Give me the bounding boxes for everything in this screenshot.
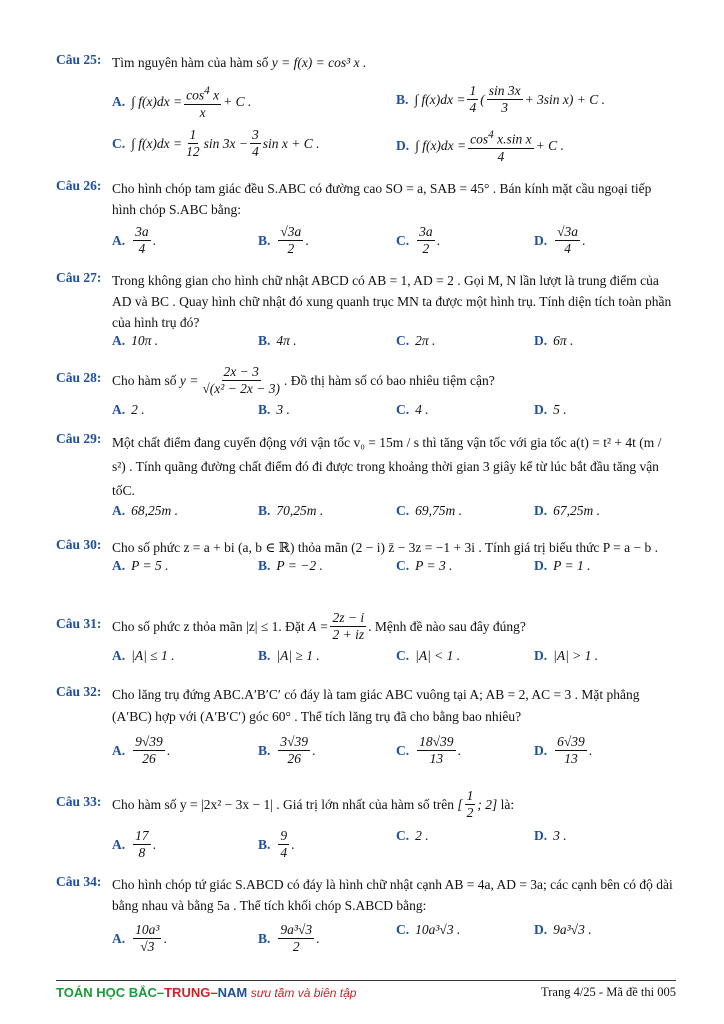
question-text: Tìm nguyên hàm của hàm số y = f(x) = cos³ x . [112, 55, 367, 70]
question-text: Cho hàm số y = |2x² − 3x − 1| . Giá trị lớn nhất của hàm số trên [ $\frac{1}{2}$ ; 2] là: [112, 787, 515, 820]
option-d[interactable]: D. |A| > 1 . [534, 648, 599, 663]
option-d[interactable]: D. 9a³√3 . [534, 922, 592, 937]
option-b[interactable]: B. |A| ≥ 1 . [258, 648, 320, 663]
question-text: Trong không gian cho hình chữ nhật ABCD có AB = 1, AD = 2 . Gọi M, N lần lượt là trung điểm của AD và BC . Quay hình chữ nhật đó xung quanh trục MN ta được một hình trụ. Tính diện tích toàn phần của hình trụ đó? [112, 273, 672, 330]
option-d[interactable]: D. P = 1 . [534, 558, 591, 573]
question-text: Một chất điểm đang cuyển động với vận tốc v₀ = 15m / s thì tăng vận tốc với gia tốc a(t) = t² + 4t (m / s²) . Tính quãng đường chất điểm đó đi được trong khoảng thời gian 3 giây kể từ lúc bắt đầu tăng vận tốC. [112, 435, 662, 498]
question-number: Câu 29: [56, 431, 102, 446]
question-32 [56, 684, 676, 772]
question-number: Câu 28: [56, 370, 102, 385]
option-c[interactable]: C. |A| < 1 . [396, 648, 461, 663]
question-30 [56, 537, 676, 580]
option-a[interactable]: A. P = 5 . [112, 558, 169, 573]
option-b[interactable]: B. ∫ f(x)dx = $\frac{1}{4}$ ( $\frac{\sin 3x}{3}$ + 3sin x) + C . [396, 83, 606, 115]
options-row [112, 503, 676, 525]
option-c[interactable]: C. P = 3 . [396, 558, 453, 573]
footer-subtitle: sưu tầm và biên tập [250, 986, 357, 1000]
page-footer [56, 980, 676, 1000]
option-b[interactable]: B. 4π . [258, 333, 297, 348]
question-25 [56, 52, 676, 163]
question-text: Cho hình chóp tam giác đều S.ABC có đường cao SO = a, SAB = 45° . Bán kính mặt cầu ngoại tiếp hình chóp S.ABC bằng: [112, 181, 652, 217]
question-text: Cho số phức z = a + bi (a, b ∈ ℝ) thỏa mãn (2 − i) z̄ − 3z = −1 + 3i . Tính giá trị biểu thức P = a − b . [112, 540, 659, 555]
question-26 [56, 178, 676, 260]
options-row [112, 333, 676, 355]
option-d[interactable]: D. ∫ f(x)dx = $\frac{\cos^4 x.\sin x}{4}$ + C . [396, 129, 564, 164]
option-b[interactable]: B. P = −2 . [258, 558, 323, 573]
option-a[interactable]: A. $\frac{17}{8}$ . [112, 828, 156, 860]
footer-brand [56, 985, 356, 1000]
option-d[interactable]: D. $\frac{6√39}{13}$ . [534, 734, 593, 766]
option-c[interactable]: C. ∫ f(x)dx = $\frac{1}{12}$ sin 3x − $\frac{3}{4}$ sin x + C . [112, 127, 320, 159]
option-d[interactable]: D. 67,25m . [534, 503, 600, 518]
options-row [112, 402, 676, 424]
question-text: Cho số phức z thỏa mãn |z| ≤ 1. Đặt A = $\frac{2z - i}{2 + iz}$ . Mệnh đề nào sau đây đúng? [112, 609, 526, 642]
option-d[interactable]: D. 6π . [534, 333, 574, 348]
option-a[interactable]: A. $\frac{3a}{4}$ . [112, 224, 156, 256]
option-d[interactable]: D. 5 . [534, 402, 567, 417]
question-number: Câu 27: [56, 270, 102, 285]
option-a[interactable]: A. |A| ≤ 1 . [112, 648, 175, 663]
question-34 [56, 874, 676, 962]
question-number: Câu 31: [56, 616, 102, 631]
option-c[interactable]: C. 4 . [396, 402, 429, 417]
question-text: Cho hàm số y = $\frac{2x - 3}{\text{√(x² − 2x − 3)}}$ . Đồ thị hàm số có bao nhiêu tiệm cận? [112, 363, 495, 396]
option-c[interactable]: C. 10a³√3 . [396, 922, 461, 937]
question-27 [56, 270, 676, 355]
options-row [112, 828, 676, 866]
option-b[interactable]: B. $\frac{√3a}{2}$ . [258, 224, 309, 256]
page-number: Trang 4/25 - Mã đề thi 005 [541, 985, 676, 999]
question-33 [56, 786, 676, 866]
question-28 [56, 362, 676, 424]
option-b[interactable]: B. $\frac{9}{4}$ . [258, 828, 295, 860]
option-a[interactable]: A. $\frac{9√39}{26}$ . [112, 734, 171, 766]
option-b[interactable]: B. $\frac{3√39}{26}$ . [258, 734, 316, 766]
option-b[interactable]: B. 3 . [258, 402, 290, 417]
option-a[interactable]: A. 10π . [112, 333, 159, 348]
options-row [112, 648, 676, 670]
option-c[interactable]: C. 69,75m . [396, 503, 462, 518]
option-a[interactable]: A. 2 . [112, 402, 145, 417]
options-row [112, 224, 676, 260]
option-a[interactable]: A. 68,25m . [112, 503, 178, 518]
options-row [112, 83, 676, 119]
option-d[interactable]: D. 3 . [534, 828, 567, 843]
question-number: Câu 25: [56, 52, 102, 67]
options-row [112, 922, 676, 962]
option-a[interactable]: A. $\frac{\text{10a³}}{√3}$ . [112, 922, 167, 954]
question-number: Câu 33: [56, 794, 102, 809]
question-29 [56, 431, 676, 525]
question-number: Câu 32: [56, 684, 102, 699]
option-c[interactable]: C. $\frac{18√39}{13}$ . [396, 734, 461, 766]
option-d[interactable]: D. $\frac{√3a}{4}$ . [534, 224, 586, 256]
question-number: Câu 26: [56, 178, 102, 193]
question-31 [56, 608, 676, 670]
option-c[interactable]: C. $\frac{3a}{2}$ . [396, 224, 440, 256]
footer-title: TOÁN HỌC BẮC–TRUNG–NAM [56, 985, 248, 1000]
option-c[interactable]: C. 2π . [396, 333, 436, 348]
question-number: Câu 34: [56, 874, 102, 889]
option-c[interactable]: C. 2 . [396, 828, 429, 843]
question-number: Câu 30: [56, 537, 102, 552]
question-text: Cho hình chóp tứ giác S.ABCD có đáy là hình chữ nhật cạnh AB = 4a, AD = 3a; các cạnh bên có độ dài bằng nhau và bằng 5a . Thể tích khối chóp S.ABCD bằng: [112, 877, 673, 913]
options-row [112, 558, 676, 580]
option-a[interactable]: A. ∫ f(x)dx = $\frac{\cos^4 x}{x}$ + C . [112, 85, 252, 120]
options-row [112, 127, 676, 163]
option-b[interactable]: B. 70,25m . [258, 503, 324, 518]
options-row [112, 734, 676, 772]
question-text: Cho lăng trụ đứng ABC.A′B′C′ có đáy là tam giác ABC vuông tại A; AB = 2, AC = 3 . Mặt phẳng (A′BC) hợp với (A′B′C′) góc 60° . Thể tích lăng trụ đã cho bằng bao nhiêu? [112, 687, 640, 724]
option-b[interactable]: B. $\frac{\text{9a³√3}}{2}$ . [258, 922, 320, 954]
